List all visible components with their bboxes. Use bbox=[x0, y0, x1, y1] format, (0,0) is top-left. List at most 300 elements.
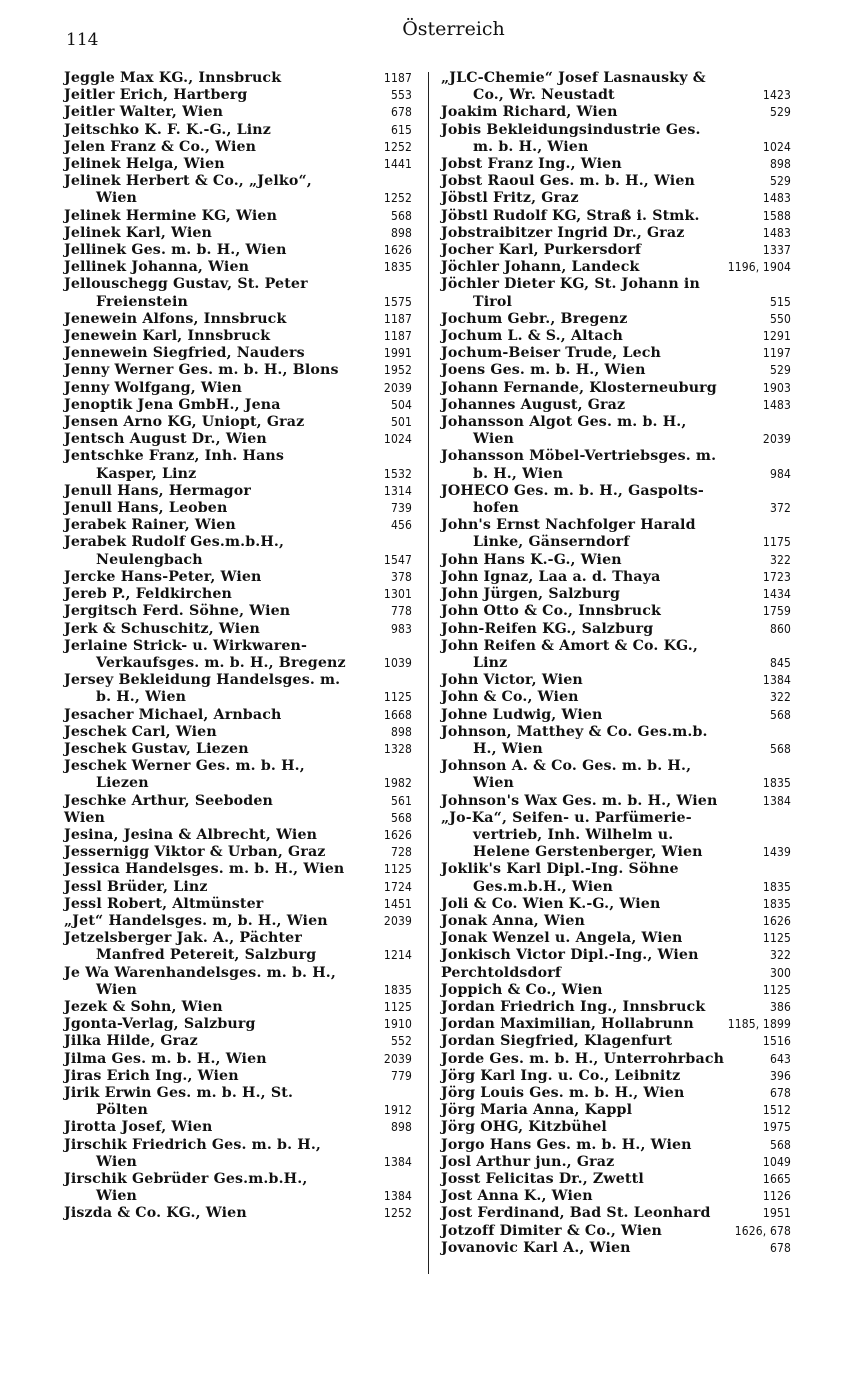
entry-name-line: Jörg OHG, Kitzbühel bbox=[441, 1119, 607, 1136]
entry-reference-numbers: 300 bbox=[769, 965, 791, 980]
directory-entry bbox=[441, 517, 791, 551]
entry-name bbox=[64, 930, 378, 964]
directory-entry bbox=[441, 1240, 791, 1257]
directory-entry bbox=[64, 311, 412, 328]
entry-name bbox=[64, 638, 378, 672]
directory-entry bbox=[64, 724, 412, 741]
entry-name-line: Jessl Robert, Altmünster bbox=[64, 895, 264, 912]
directory-entry bbox=[441, 810, 791, 862]
entry-name-line: Jessernigg Viktor & Urban, Graz bbox=[64, 844, 326, 861]
entry-name-line: Jöbstl Rudolf KG, Straß i. Stmk. bbox=[441, 207, 700, 224]
entry-reference-numbers: 1175 bbox=[762, 535, 791, 550]
entry-reference-numbers: 2039 bbox=[383, 913, 412, 928]
entry-name-line: Jost Anna K., Wien bbox=[441, 1188, 593, 1205]
entry-name-line: Perchtoldsdorf bbox=[441, 964, 562, 981]
directory-entry bbox=[441, 689, 791, 706]
entry-name-line: Jennewein Siegfried, Nauders bbox=[64, 345, 305, 362]
entry-reference-numbers: 1903 bbox=[762, 380, 791, 395]
entry-name-continuation: Wien bbox=[96, 1188, 138, 1205]
entry-reference-numbers: 1975 bbox=[762, 1120, 791, 1135]
directory-entry bbox=[64, 414, 412, 431]
directory-entry bbox=[441, 208, 791, 225]
entry-name-line: Jonkisch Victor Dipl.-Ing., Wien bbox=[441, 947, 699, 964]
entry-name bbox=[64, 896, 378, 913]
entry-name-line: Jerk & Schuschitz, Wien bbox=[64, 620, 260, 637]
directory-entry bbox=[441, 70, 791, 104]
entry-name-line: Jeitschko K. F. K.-G., Linz bbox=[64, 121, 271, 138]
entry-name-continuation: Tirol bbox=[473, 293, 513, 310]
entry-reference-numbers: 529 bbox=[769, 105, 791, 120]
entry-name bbox=[64, 500, 385, 517]
entry-name bbox=[441, 1051, 764, 1068]
entry-name bbox=[64, 707, 378, 724]
entry-reference-numbers: 1187 bbox=[383, 329, 412, 344]
entry-name bbox=[441, 190, 757, 207]
entry-name-line: Joppich & Co., Wien bbox=[441, 981, 603, 998]
directory-entry bbox=[441, 225, 791, 242]
entry-name bbox=[64, 827, 378, 844]
entry-name bbox=[441, 362, 764, 379]
entry-name bbox=[64, 793, 385, 810]
entry-name bbox=[64, 586, 378, 603]
entry-name bbox=[441, 1171, 757, 1188]
entry-name-line: Jeitler Walter, Wien bbox=[64, 104, 224, 121]
entry-name-line: Jöbstl Fritz, Graz bbox=[441, 190, 579, 207]
directory-entry bbox=[441, 397, 791, 414]
entry-reference-numbers: 501 bbox=[390, 415, 412, 430]
directory-entry bbox=[64, 1051, 412, 1068]
entry-name-line: „JLC-Chemie“ Josef Lasnausky & bbox=[441, 70, 706, 86]
entry-name bbox=[441, 896, 757, 913]
entry-reference-numbers: 1197 bbox=[762, 346, 791, 361]
entry-name-line: Jezek & Sohn, Wien bbox=[64, 998, 223, 1015]
directory-entry bbox=[64, 70, 412, 87]
entry-name-continuation: Helene Gerstenberger, Wien bbox=[473, 844, 703, 861]
entry-reference-numbers: 1441 bbox=[383, 157, 412, 172]
entry-name-continuation: b. H., Wien bbox=[473, 465, 564, 482]
directory-entry bbox=[441, 1223, 791, 1240]
directory-entry bbox=[64, 139, 412, 156]
entry-name bbox=[441, 173, 764, 190]
directory-entry bbox=[64, 259, 412, 276]
entry-reference-numbers: 1125 bbox=[762, 982, 791, 997]
directory-entry bbox=[64, 1119, 412, 1136]
entry-reference-numbers: 1483 bbox=[762, 397, 791, 412]
entry-name-line: Jelinek Helga, Wien bbox=[64, 156, 225, 173]
entry-name bbox=[64, 621, 385, 638]
entry-reference-numbers: 1187 bbox=[383, 311, 412, 326]
entry-name-line: Jenny Werner Ges. m. b. H., Blons bbox=[64, 362, 339, 379]
entry-reference-numbers: 898 bbox=[769, 157, 791, 172]
entry-name-line: Jirschik Gebrüder Ges.m.b.H., bbox=[64, 1171, 308, 1187]
entry-reference-numbers: 1125 bbox=[383, 690, 412, 705]
directory-entry bbox=[441, 965, 791, 982]
entry-name bbox=[64, 380, 378, 397]
entry-reference-numbers: 1384 bbox=[762, 793, 791, 808]
entry-name bbox=[64, 1137, 378, 1171]
entry-reference-numbers: 1952 bbox=[383, 363, 412, 378]
entry-name-continuation: Verkaufsges. m. b. H., Bregenz bbox=[96, 654, 346, 671]
entry-name bbox=[441, 603, 757, 620]
entry-name-line: Jobis Bekleidungsindustrie Ges. bbox=[441, 121, 701, 138]
entry-reference-numbers: 1951 bbox=[762, 1206, 791, 1221]
entry-name-line: Jetzelsberger Jak. A., Pächter bbox=[64, 930, 302, 947]
entry-reference-numbers: 386 bbox=[769, 999, 791, 1014]
entry-name bbox=[441, 70, 757, 104]
directory-entry bbox=[64, 844, 412, 861]
entry-name bbox=[441, 569, 757, 586]
directory-entry bbox=[441, 448, 791, 482]
entry-name-line: Jerabek Rudolf Ges.m.b.H., bbox=[64, 534, 285, 551]
entry-reference-numbers: 615 bbox=[390, 122, 412, 137]
entry-name-line: Jordan Maximilian, Hollabrunn bbox=[441, 1016, 694, 1033]
entry-name bbox=[441, 1188, 757, 1205]
entry-reference-numbers: 678 bbox=[390, 105, 412, 120]
entry-name-continuation: Pölten bbox=[96, 1102, 148, 1119]
entry-name-line: Jentsch August Dr., Wien bbox=[64, 431, 267, 448]
entry-name-line: Jörg Maria Anna, Kappl bbox=[441, 1102, 633, 1119]
directory-entry bbox=[64, 431, 412, 448]
entry-reference-numbers: 568 bbox=[390, 810, 412, 825]
entry-reference-numbers: 1575 bbox=[383, 294, 412, 309]
right-column bbox=[441, 70, 791, 1257]
entry-name-continuation: Wien bbox=[96, 1153, 138, 1170]
directory-entry bbox=[441, 1085, 791, 1102]
entry-name bbox=[64, 173, 378, 207]
left-column bbox=[64, 70, 412, 1223]
directory-entry bbox=[441, 861, 791, 895]
entry-name bbox=[441, 724, 764, 758]
entry-name-continuation: Liezen bbox=[96, 775, 149, 792]
entry-name bbox=[441, 517, 757, 551]
entry-name bbox=[64, 1119, 385, 1136]
entry-name bbox=[441, 397, 757, 414]
entry-name bbox=[64, 810, 385, 827]
entry-name bbox=[441, 104, 764, 121]
entry-name-line: Jirik Erwin Ges. m. b. H., St. bbox=[64, 1084, 294, 1101]
directory-entry bbox=[64, 122, 412, 139]
entry-name bbox=[64, 672, 378, 706]
entry-name-line: „Jet“ Handelsges. m, b. H., Wien bbox=[64, 912, 328, 929]
entry-name-line: Jgonta-Verlag, Salzburg bbox=[64, 1016, 256, 1033]
entry-name-continuation: Wien bbox=[96, 190, 138, 207]
entry-name-line: Jost Ferdinand, Bad St. Leonhard bbox=[441, 1205, 711, 1222]
entry-name-line: Jelinek Karl, Wien bbox=[64, 224, 213, 241]
entry-reference-numbers: 1024 bbox=[762, 139, 791, 154]
entry-name bbox=[441, 913, 757, 930]
entry-name-line: John-Reifen KG., Salzburg bbox=[441, 620, 654, 637]
entry-reference-numbers: 1483 bbox=[762, 191, 791, 206]
entry-name-line: Jeggle Max KG., Innsbruck bbox=[64, 70, 282, 86]
directory-entry bbox=[64, 397, 412, 414]
entry-name bbox=[441, 999, 764, 1016]
entry-name-line: Jeschek Carl, Wien bbox=[64, 723, 217, 740]
entry-name-line: Wien bbox=[64, 809, 106, 826]
entry-reference-numbers: 529 bbox=[769, 363, 791, 378]
directory-entry bbox=[441, 1205, 791, 1222]
directory-entry bbox=[441, 242, 791, 259]
entry-name-line: Jenull Hans, Leoben bbox=[64, 500, 228, 517]
directory-entry bbox=[441, 913, 791, 930]
entry-name bbox=[441, 621, 764, 638]
entry-name bbox=[64, 741, 378, 758]
entry-reference-numbers: 1337 bbox=[762, 243, 791, 258]
entry-reference-numbers: 1835 bbox=[762, 879, 791, 894]
directory-entry bbox=[64, 104, 412, 121]
entry-reference-numbers: 1451 bbox=[383, 896, 412, 911]
entry-name-line: Jergitsch Ferd. Söhne, Wien bbox=[64, 603, 291, 620]
entry-reference-numbers: 1532 bbox=[383, 466, 412, 481]
directory-entry bbox=[441, 947, 791, 964]
directory-entry bbox=[64, 225, 412, 242]
entry-name bbox=[64, 603, 385, 620]
directory-entry bbox=[441, 345, 791, 362]
entry-reference-numbers: 552 bbox=[390, 1034, 412, 1049]
entry-name bbox=[441, 1137, 764, 1154]
entry-name-line: John Hans K.-G., Wien bbox=[441, 551, 622, 568]
entry-name bbox=[441, 380, 757, 397]
entry-reference-numbers: 1301 bbox=[383, 587, 412, 602]
directory-entry bbox=[441, 930, 791, 947]
entry-reference-numbers: 1835 bbox=[383, 260, 412, 275]
entry-name-line: Jelinek Hermine KG, Wien bbox=[64, 207, 278, 224]
entry-name-line: Jercke Hans-Peter, Wien bbox=[64, 568, 262, 585]
entry-name-line: Jenoptik Jena GmbH., Jena bbox=[64, 396, 281, 413]
entry-name-continuation: H., Wien bbox=[473, 740, 543, 757]
entry-name bbox=[64, 913, 378, 930]
directory-entry bbox=[441, 1016, 791, 1033]
entry-name-continuation: Kasper, Linz bbox=[96, 465, 197, 482]
entry-reference-numbers: 553 bbox=[390, 88, 412, 103]
entry-name-line: Jovanovic Karl A., Wien bbox=[441, 1239, 631, 1256]
entry-reference-numbers: 1384 bbox=[383, 1189, 412, 1204]
entry-name bbox=[441, 672, 757, 689]
entry-name bbox=[64, 328, 378, 345]
entry-reference-numbers: 1835 bbox=[762, 776, 791, 791]
entry-name-line: John Otto & Co., Innsbruck bbox=[441, 603, 662, 620]
entry-reference-numbers: 1910 bbox=[383, 1017, 412, 1032]
directory-entry bbox=[441, 586, 791, 603]
entry-name bbox=[441, 689, 764, 706]
entry-name bbox=[441, 156, 764, 173]
entry-reference-numbers: 1049 bbox=[762, 1154, 791, 1169]
entry-reference-numbers: 1328 bbox=[383, 741, 412, 756]
entry-name bbox=[64, 259, 378, 276]
entry-reference-numbers: 1187 bbox=[383, 71, 412, 85]
directory-entry bbox=[64, 879, 412, 896]
entry-name bbox=[64, 1085, 378, 1119]
entry-reference-numbers: 568 bbox=[390, 208, 412, 223]
entry-name-continuation: b. H., Wien bbox=[96, 689, 187, 706]
entry-name bbox=[64, 1068, 385, 1085]
entry-reference-numbers: 1314 bbox=[383, 483, 412, 498]
entry-name-line: Jenewein Karl, Innsbruck bbox=[64, 328, 271, 345]
entry-name bbox=[64, 104, 385, 121]
entry-name bbox=[441, 552, 764, 569]
entry-name-line: Jessica Handelsges. m. b. H., Wien bbox=[64, 861, 345, 878]
entry-name bbox=[64, 1051, 378, 1068]
entry-name bbox=[64, 1016, 378, 1033]
directory-entry bbox=[441, 380, 791, 397]
entry-reference-numbers: 322 bbox=[769, 690, 791, 705]
entry-name-line: Jentschke Franz, Inh. Hans bbox=[64, 448, 285, 465]
entry-reference-numbers: 1252 bbox=[383, 139, 412, 154]
entry-reference-numbers: 739 bbox=[390, 501, 412, 516]
directory-entry bbox=[64, 741, 412, 758]
entry-name-line: Jochum Gebr., Bregenz bbox=[441, 310, 628, 327]
entry-name bbox=[441, 1016, 722, 1033]
entry-reference-numbers: 898 bbox=[390, 1120, 412, 1135]
entry-name-continuation: Co., Wr. Neustadt bbox=[473, 87, 615, 104]
entry-name-line: Jiszda & Co. KG., Wien bbox=[64, 1205, 247, 1222]
entry-reference-numbers: 1196, 1904 bbox=[727, 260, 791, 275]
directory-entry bbox=[441, 1188, 791, 1205]
entry-name-line: Jenull Hans, Hermagor bbox=[64, 482, 251, 499]
entry-name bbox=[441, 448, 764, 482]
entry-reference-numbers: 1912 bbox=[383, 1103, 412, 1118]
entry-reference-numbers: 898 bbox=[390, 724, 412, 739]
entry-name-line: Jellouschegg Gustav, St. Peter bbox=[64, 276, 308, 293]
directory-entry bbox=[64, 483, 412, 500]
directory-entry bbox=[441, 621, 791, 638]
directory-entry bbox=[64, 827, 412, 844]
entry-name-line: Jordan Friedrich Ing., Innsbruck bbox=[441, 998, 706, 1015]
entry-reference-numbers: 550 bbox=[769, 311, 791, 326]
directory-entry bbox=[64, 156, 412, 173]
entry-name bbox=[64, 1033, 385, 1050]
entry-name bbox=[441, 242, 757, 259]
entry-name-line: Joens Ges. m. b. H., Wien bbox=[441, 362, 646, 379]
directory-entry bbox=[441, 569, 791, 586]
entry-name-line: Jochum L. & S., Altach bbox=[441, 328, 623, 345]
directory-entry bbox=[64, 1033, 412, 1050]
entry-reference-numbers: 1626 bbox=[383, 243, 412, 258]
entry-reference-numbers: 1185, 1899 bbox=[727, 1017, 791, 1032]
entry-name bbox=[441, 758, 757, 792]
entry-reference-numbers: 2039 bbox=[383, 1051, 412, 1066]
entry-name-line: Jorde Ges. m. b. H., Unterrohrbach bbox=[441, 1050, 725, 1067]
entry-name bbox=[64, 844, 385, 861]
entry-reference-numbers: 898 bbox=[390, 225, 412, 240]
entry-name-line: Jöchler Dieter KG, St. Johann in bbox=[441, 276, 700, 293]
entry-reference-numbers: 1991 bbox=[383, 346, 412, 361]
entry-name bbox=[64, 724, 385, 741]
entry-reference-numbers: 984 bbox=[769, 466, 791, 481]
directory-entry bbox=[441, 1154, 791, 1171]
directory-entry bbox=[441, 672, 791, 689]
entry-reference-numbers: 1252 bbox=[383, 191, 412, 206]
entry-reference-numbers: 678 bbox=[769, 1240, 791, 1255]
directory-entry bbox=[441, 414, 791, 448]
directory-entry bbox=[64, 276, 412, 310]
directory-entry bbox=[441, 1033, 791, 1050]
entry-reference-numbers: 643 bbox=[769, 1051, 791, 1066]
directory-entry bbox=[441, 638, 791, 672]
entry-name bbox=[441, 276, 764, 310]
entry-name-continuation: Manfred Petereit, Salzburg bbox=[96, 947, 317, 964]
entry-name bbox=[64, 208, 385, 225]
directory-entry bbox=[441, 173, 791, 190]
entry-name-line: Jobst Raoul Ges. m. b. H., Wien bbox=[441, 173, 695, 190]
entry-name-line: Jilka Hilde, Graz bbox=[64, 1033, 198, 1050]
entry-name bbox=[64, 1205, 378, 1222]
entry-name-line: Jobstraibitzer Ingrid Dr., Graz bbox=[441, 224, 685, 241]
directory-entry bbox=[64, 793, 412, 810]
directory-entry bbox=[441, 999, 791, 1016]
entry-name-line: Joklik's Karl Dipl.-Ing. Söhne bbox=[441, 861, 679, 878]
entry-reference-numbers: 728 bbox=[390, 845, 412, 860]
entry-reference-numbers: 1291 bbox=[762, 329, 791, 344]
entry-name-continuation: Linke, Gänserndorf bbox=[473, 534, 630, 551]
entry-name bbox=[64, 569, 385, 586]
entry-reference-numbers: 1668 bbox=[383, 707, 412, 722]
entry-name-line: Jerlaine Strick- u. Wirkwaren- bbox=[64, 637, 308, 654]
entry-name bbox=[64, 517, 385, 534]
entry-name-continuation: hofen bbox=[473, 500, 519, 517]
entry-reference-numbers: 1434 bbox=[762, 587, 791, 602]
entry-name bbox=[441, 328, 757, 345]
entry-name-line: Joli & Co. Wien K.-G., Wien bbox=[441, 895, 661, 912]
entry-reference-numbers: 1982 bbox=[383, 776, 412, 791]
entry-reference-numbers: 322 bbox=[769, 552, 791, 567]
entry-name bbox=[441, 793, 757, 810]
directory-entry bbox=[64, 1205, 412, 1222]
entry-name-line: Jensen Arno KG, Uniopt, Graz bbox=[64, 414, 305, 431]
entry-reference-numbers: 561 bbox=[390, 793, 412, 808]
entry-name-line: Jessl Brüder, Linz bbox=[64, 878, 208, 895]
entry-name bbox=[441, 259, 722, 276]
entry-name-continuation: m. b. H., Wien bbox=[473, 138, 589, 155]
directory-entry bbox=[64, 638, 412, 672]
entry-name-line: Je Wa Warenhandelsges. m. b. H., bbox=[64, 964, 336, 981]
entry-name-line: JOHECO Ges. m. b. H., Gaspolts- bbox=[441, 482, 704, 499]
entry-reference-numbers: 1723 bbox=[762, 569, 791, 584]
entry-name bbox=[441, 414, 757, 448]
entry-name-line: Jocher Karl, Purkersdorf bbox=[441, 242, 642, 259]
entry-name-continuation: Wien bbox=[473, 431, 515, 448]
entry-reference-numbers: 1626 bbox=[762, 913, 791, 928]
directory-entry bbox=[64, 362, 412, 379]
entry-reference-numbers: 1835 bbox=[383, 982, 412, 997]
entry-name-continuation: Neulengbach bbox=[96, 551, 203, 568]
directory-entry bbox=[441, 259, 791, 276]
entry-name-line: Jordan Siegfried, Klagenfurt bbox=[441, 1033, 673, 1050]
directory-entry bbox=[64, 517, 412, 534]
directory-entry bbox=[441, 122, 791, 156]
directory-entry bbox=[64, 758, 412, 792]
entry-name-line: Jirschik Friedrich Ges. m. b. H., bbox=[64, 1136, 321, 1153]
directory-entry bbox=[441, 1102, 791, 1119]
entry-name bbox=[64, 431, 378, 448]
entry-name-line: Jellinek Ges. m. b. H., Wien bbox=[64, 242, 287, 259]
entry-name-line: Jerabek Rainer, Wien bbox=[64, 517, 236, 534]
directory-entry bbox=[441, 896, 791, 913]
entry-name bbox=[441, 225, 757, 242]
entry-name-line: Jellinek Johanna, Wien bbox=[64, 259, 250, 276]
entry-name bbox=[64, 879, 378, 896]
entry-name-line: Jereb P., Feldkirchen bbox=[64, 586, 233, 603]
entry-name-continuation: Linz bbox=[473, 654, 508, 671]
directory-entry bbox=[441, 707, 791, 724]
entry-reference-numbers: 322 bbox=[769, 948, 791, 963]
entry-name-line: Johnson, Matthey & Co. Ges.m.b. bbox=[441, 723, 708, 740]
entry-reference-numbers: 678 bbox=[769, 1085, 791, 1100]
entry-name bbox=[441, 810, 757, 862]
directory-entry bbox=[441, 190, 791, 207]
directory-entry bbox=[64, 569, 412, 586]
directory-entry bbox=[64, 242, 412, 259]
directory-entry bbox=[64, 621, 412, 638]
